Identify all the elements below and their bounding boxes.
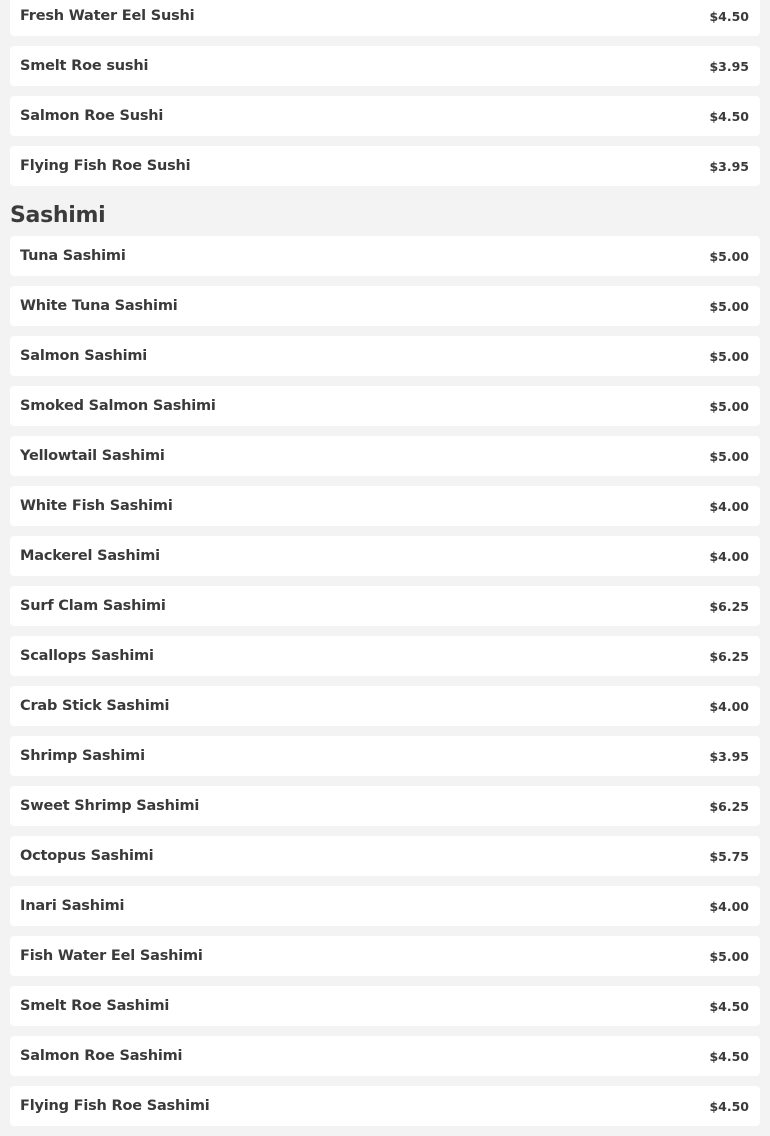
item-price: $6.25 <box>709 648 749 664</box>
item-price: $4.00 <box>709 548 749 564</box>
item-name: Crab Stick Sashimi <box>20 698 170 714</box>
item-name: Fish Water Eel Sashimi <box>20 948 203 964</box>
menu-item[interactable] <box>10 436 760 476</box>
item-price: $5.75 <box>709 848 749 864</box>
menu-item[interactable] <box>10 736 760 776</box>
menu-item[interactable] <box>10 936 760 976</box>
menu-item[interactable] <box>10 686 760 726</box>
item-price: $4.50 <box>709 998 749 1014</box>
item-price: $4.50 <box>709 1098 749 1114</box>
menu-item[interactable] <box>10 336 760 376</box>
menu-item[interactable] <box>10 96 760 136</box>
item-price: $4.50 <box>709 8 749 24</box>
item-name: Mackerel Sashimi <box>20 548 160 564</box>
item-name: Smelt Roe sushi <box>20 58 149 74</box>
item-name: Yellowtail Sashimi <box>20 448 165 464</box>
item-price: $5.00 <box>709 448 749 464</box>
item-name: White Tuna Sashimi <box>20 298 178 314</box>
item-name: Inari Sashimi <box>20 898 125 914</box>
menu-item[interactable] <box>10 786 760 826</box>
item-price: $4.00 <box>709 498 749 514</box>
item-name: Fresh Water Eel Sushi <box>20 8 195 24</box>
item-name: Smoked Salmon Sashimi <box>20 398 216 414</box>
item-price: $5.00 <box>709 948 749 964</box>
item-price: $5.00 <box>709 348 749 364</box>
menu-item[interactable] <box>10 986 760 1026</box>
menu-item[interactable] <box>10 46 760 86</box>
item-name: Smelt Roe Sashimi <box>20 998 170 1014</box>
menu-item[interactable] <box>10 386 760 426</box>
menu-item[interactable] <box>10 586 760 626</box>
sushi-list <box>0 0 770 186</box>
item-price: $3.95 <box>709 58 749 74</box>
item-name: Tuna Sashimi <box>20 248 126 264</box>
menu-item[interactable] <box>10 146 760 186</box>
item-price: $4.00 <box>709 898 749 914</box>
item-price: $6.25 <box>709 598 749 614</box>
item-price: $4.50 <box>709 1048 749 1064</box>
item-name: Octopus Sashimi <box>20 848 154 864</box>
menu-item[interactable] <box>10 836 760 876</box>
item-name: White Fish Sashimi <box>20 498 173 514</box>
item-price: $5.00 <box>709 298 749 314</box>
item-price: $4.00 <box>709 698 749 714</box>
menu-item[interactable] <box>10 286 760 326</box>
menu-item[interactable] <box>10 486 760 526</box>
menu-item[interactable] <box>10 636 760 676</box>
item-price: $3.95 <box>709 158 749 174</box>
item-price: $5.00 <box>709 248 749 264</box>
item-name: Salmon Roe Sashimi <box>20 1048 183 1064</box>
item-price: $4.50 <box>709 108 749 124</box>
menu-item[interactable] <box>10 0 760 36</box>
item-name: Shrimp Sashimi <box>20 748 145 764</box>
item-name: Salmon Sashimi <box>20 348 148 364</box>
item-price: $5.00 <box>709 398 749 414</box>
section-title-sashimi: Sashimi <box>10 203 106 228</box>
menu-item[interactable] <box>10 1086 760 1126</box>
item-name: Flying Fish Roe Sushi <box>20 158 191 174</box>
item-name: Flying Fish Roe Sashimi <box>20 1098 210 1114</box>
item-price: $6.25 <box>709 798 749 814</box>
item-price: $3.95 <box>709 748 749 764</box>
item-name: Sweet Shrimp Sashimi <box>20 798 200 814</box>
item-name: Surf Clam Sashimi <box>20 598 166 614</box>
menu-item[interactable] <box>10 886 760 926</box>
item-name: Scallops Sashimi <box>20 648 154 664</box>
menu-item[interactable] <box>10 536 760 576</box>
item-name: Salmon Roe Sushi <box>20 108 164 124</box>
sashimi-list <box>0 236 770 1126</box>
menu-item[interactable] <box>10 1036 760 1076</box>
menu-item[interactable] <box>10 236 760 276</box>
